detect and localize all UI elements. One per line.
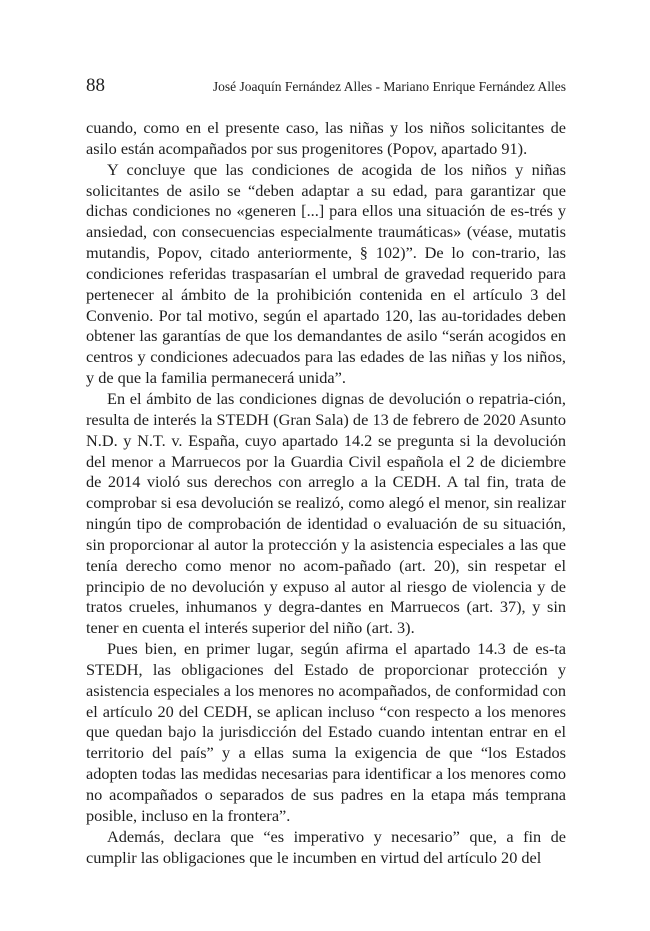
text-line: ta STEDH, las obligaciones del Estado de proporcionar protección y: [86, 639, 566, 679]
text-line: del niño (art. 3).: [309, 618, 415, 638]
text-line: de las niñas y los niños, y de que la familia permanecerá unida”.: [86, 347, 566, 388]
text-line: “serán acogidos en centros y condiciones adecuados para las edades: [86, 326, 566, 367]
text-line: asistencia especiales a los menores no acompañados, de conformidad: [86, 680, 539, 700]
text-line: toridades deben obtener las garantías de que los demandantes de asilo: [86, 305, 567, 346]
text-line: más temprana posible, incluso en la frontera”.: [86, 785, 567, 825]
text-line: Y concluye que las condiciones de acogida de los niños y niñas: [107, 159, 566, 179]
paragraph-2: [86, 160, 566, 389]
text-line: tal fin, trata de comprobar si esa devolución se realizó, como alegó: [86, 472, 566, 513]
text-line: entrar en el territorio del país” y a ellas suma la exigencia de que “los: [86, 722, 566, 763]
text-line: cuando, como en el presente caso, las niñas y los niños solicitantes de: [86, 118, 566, 137]
text-line: 2 de diciembre de 2014 violó sus derechos con arreglo a la CEDH. A: [86, 451, 566, 492]
text-line: pañado (art. 20), sin respetar el principio de no devolución y expuso: [86, 555, 566, 596]
text-line: menores que quedan bajo la jurisdicción del Estado cuando intentan: [86, 701, 566, 742]
text-line: con el artículo 20 del CEDH, se aplican incluso “con respecto a los: [86, 680, 566, 721]
text-line: Pues bien, en primer lugar, según afirma el apartado 14.3 de es-: [107, 639, 555, 659]
text-line: ción, resulta de interés la STEDH (Gran Sala) de 13 de febrero de 2020: [86, 388, 566, 429]
paragraph-3: [86, 389, 566, 639]
text-line: asilo están acompañados por sus progenitores (Popov, apartado 91).: [86, 138, 528, 158]
text-line: menores como no acompañados o separados de sus padres en la etapa: [86, 764, 567, 804]
text-line: dichas condiciones no «generen [...] para ellos una situación de es-: [86, 201, 530, 221]
text-line: trés y ansiedad, con consecuencias especialmente traumáticas» (véase,: [86, 201, 567, 242]
paragraph-1: [86, 118, 566, 160]
page-header: [86, 74, 566, 98]
text-line: Además, declara que “es imperativo y necesario” que, a fin de: [107, 826, 566, 846]
paragraph-5: [86, 827, 566, 869]
text-line: al autor al riesgo de violencia y de tratos crueles, inhumanos y degra-: [86, 576, 567, 617]
text-line: solicitantes de asilo se “deben adaptar a su edad, para garantizar que: [86, 180, 566, 200]
body-text: [86, 118, 566, 868]
text-line: En el ámbito de las condiciones dignas de devolución o repatria-: [107, 388, 534, 408]
text-line: la asistencia especiales a las que tenía derecho como menor no acom-: [86, 534, 566, 575]
text-line: evaluación de su situación, sin proporcionar al autor la protección y: [86, 514, 567, 554]
paragraph-4: [86, 639, 566, 827]
text-line: requerido para pertenecer al ámbito de la prohibición contenida en el: [86, 263, 567, 304]
text-line: Estados adopten todas las medidas necesarias para identificar a los: [86, 743, 566, 784]
running-head: José Joaquín Fernández Alles - Mariano Enrique Fernández Alles: [212, 79, 566, 94]
text-line: devolución del menor a Marruecos por la Guardia Civil española el: [86, 430, 566, 471]
text-line: Asunto N.D. y N.T. v. España, cuyo apartado 14.2 se pregunta si la: [86, 409, 566, 450]
text-line: cumplir las obligaciones que le incumben en virtud del artículo 20 del: [86, 847, 542, 867]
text-line: trario, las condiciones referidas traspasarían el umbral de gravedad: [86, 243, 566, 283]
text-line: mutatis mutandis, Popov, citado anteriormente, § 102)”. De lo con-: [86, 222, 566, 263]
text-line: el menor, sin realizar ningún tipo de comprobación de identidad o: [86, 493, 566, 534]
text-line: artículo 3 del Convenio. Por tal motivo, según el apartado 120, las au-: [86, 284, 566, 325]
text-line: dantes en Marruecos (art. 37), y sin tener en cuenta el interés superior: [86, 597, 566, 638]
page-number: 88: [86, 75, 105, 96]
